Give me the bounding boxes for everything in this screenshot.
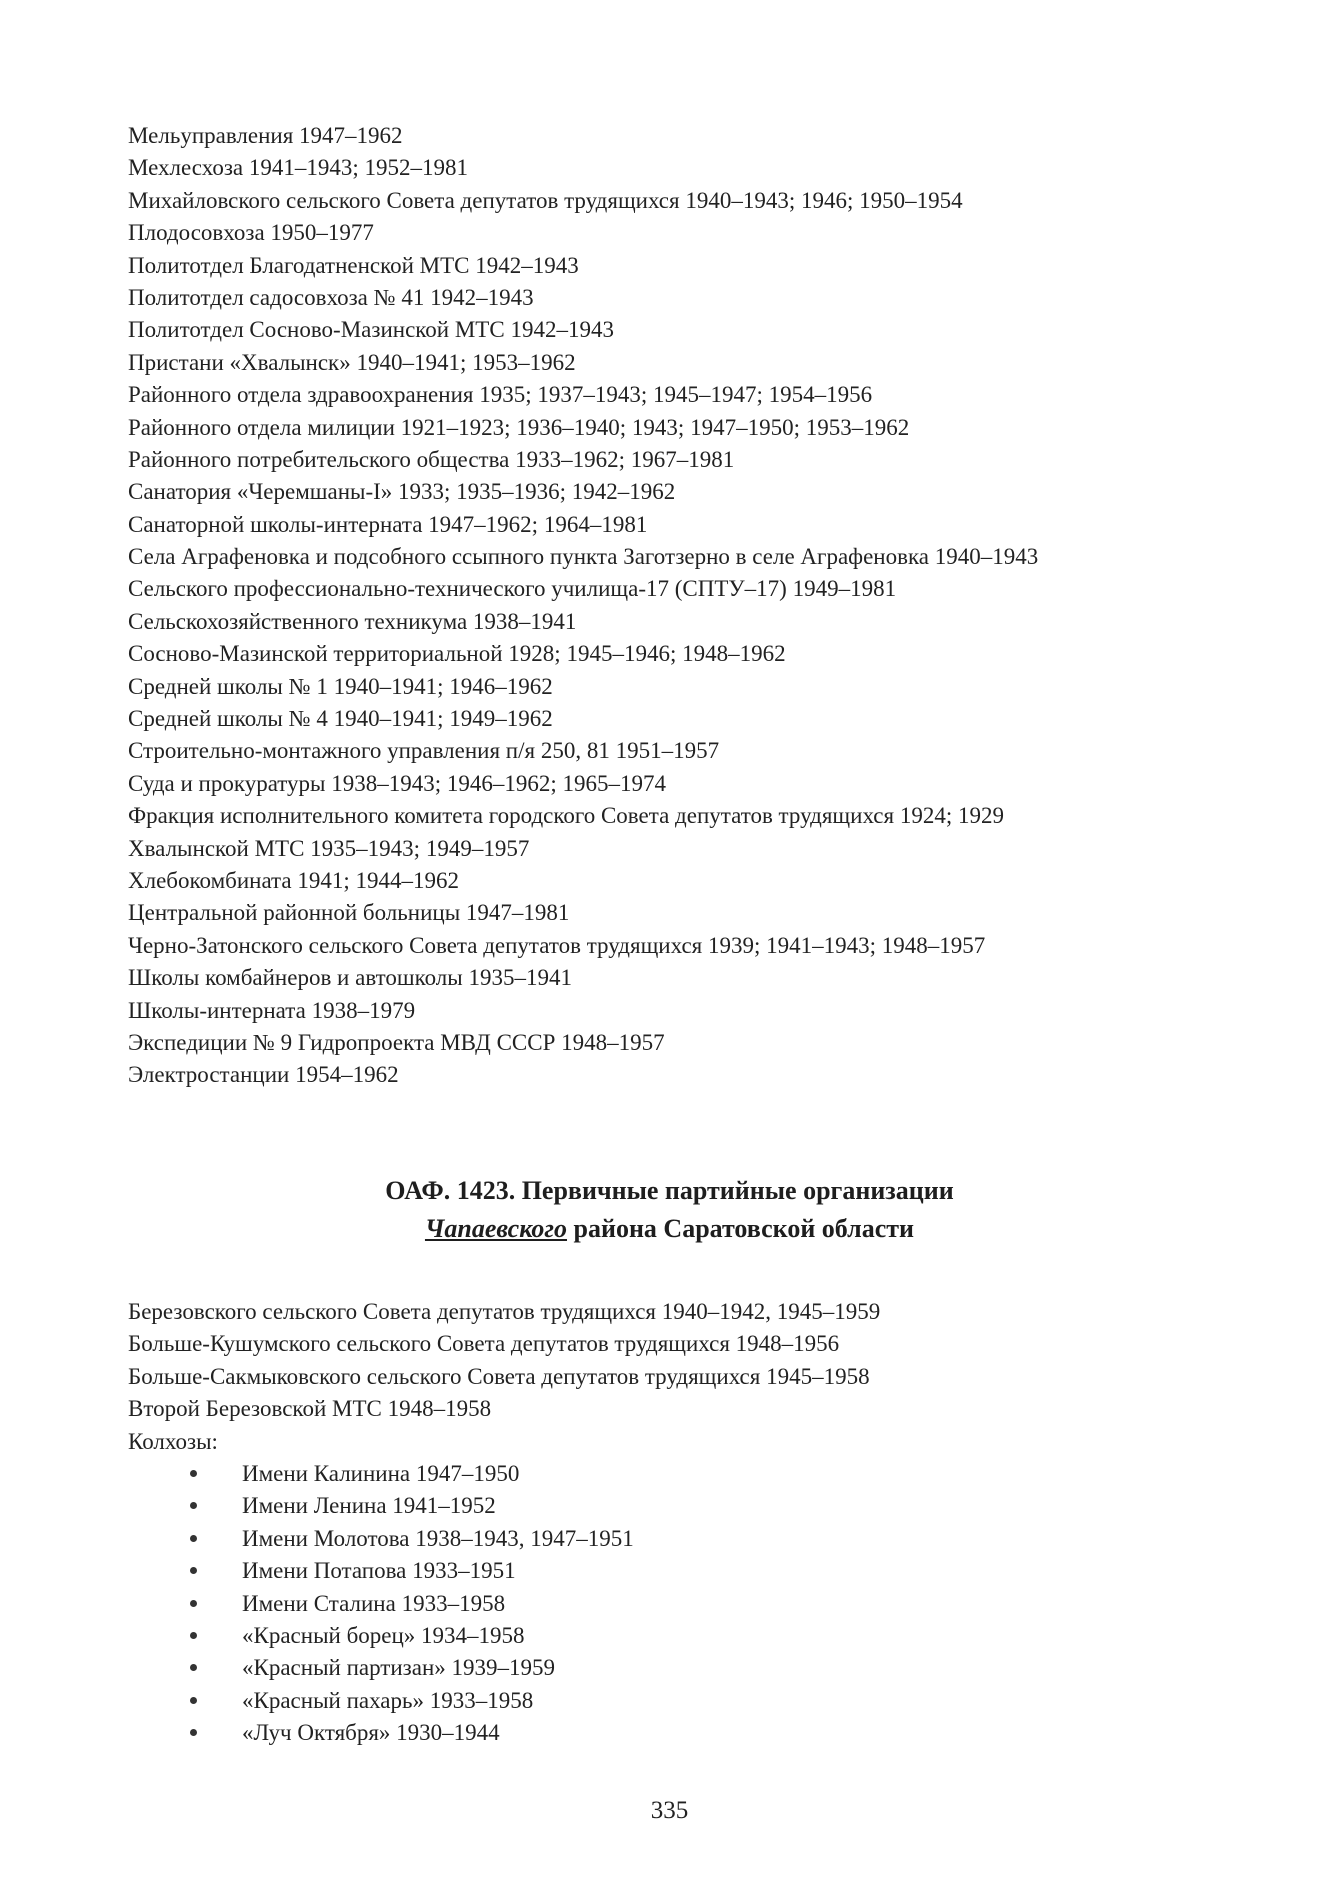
list-item: Районного отдела здравоохранения 1935; 1937–1943; 1945–1947; 1954–1956 xyxy=(128,382,873,408)
list-item: Мельуправления 1947–1962 xyxy=(128,123,403,148)
page-number: 335 xyxy=(650,1797,689,1824)
bullet-icon xyxy=(190,1502,197,1509)
list-item: Фракция исполнительного комитета городского Совета депутатов трудящихся 1924; 1929 xyxy=(128,803,1004,829)
kolkhozy-bullet-list xyxy=(190,1458,634,1750)
kolkhozy-label: Колхозы: xyxy=(128,1428,218,1454)
bullet-icon xyxy=(190,1697,197,1704)
bullet-text: Имени Ленина 1941–1952 xyxy=(242,1493,496,1519)
list-item: Центральной районной больницы 1947–1981 xyxy=(128,900,570,926)
list-item: Хлебокомбината 1941; 1944–1962 xyxy=(128,867,459,893)
list-item: Черно-Затонского сельского Совета депутатов трудящихся 1939; 1941–1943; 1948–1957 xyxy=(128,932,986,958)
list-item: Михайловского сельского Совета депутатов трудящихся 1940–1943; 1946; 1950–1954 xyxy=(128,187,963,213)
bullet-list-item xyxy=(190,1652,634,1684)
bullet-list-item xyxy=(190,1555,634,1587)
list-item: Политотдел Благодатненской МТС 1942–1943 xyxy=(128,252,579,278)
bullet-icon xyxy=(190,1567,197,1574)
list-item: Плодосовхоза 1950–1977 xyxy=(128,220,374,246)
list-item: Санаторной школы-интерната 1947–1962; 1964–1981 xyxy=(128,511,648,537)
bullet-text: «Красный борец» 1934–1958 xyxy=(242,1622,525,1648)
list-item: Санатория «Черемшаны-I» 1933; 1935–1936; 1942–1962 xyxy=(128,479,676,505)
list-item: Мехлесхоза 1941–1943; 1952–1981 xyxy=(128,155,469,181)
list-item: Хвалынской МТС 1935–1943; 1949–1957 xyxy=(128,835,530,861)
list-item: Строительно-монтажного управления п/я 250, 81 1951–1957 xyxy=(128,738,720,764)
bullet-icon xyxy=(190,1632,197,1639)
section-heading-line-2 xyxy=(0,1210,1339,1248)
bullet-list-item xyxy=(190,1458,634,1490)
bullet-list-item xyxy=(190,1685,634,1717)
list-item: Районного потребительского общества 1933–1962; 1967–1981 xyxy=(128,446,735,472)
bullet-icon xyxy=(190,1600,197,1607)
bullet-text: Имени Молотова 1938–1943, 1947–1951 xyxy=(242,1525,634,1551)
bullet-text: «Красный пахарь» 1933–1958 xyxy=(242,1687,534,1713)
section-heading-district: Чапаевского xyxy=(424,1214,568,1243)
list-item: Средней школы № 4 1940–1941; 1949–1962 xyxy=(128,706,553,732)
bullet-icon xyxy=(190,1729,197,1736)
list-item: Школы комбайнеров и автошколы 1935–1941 xyxy=(128,965,572,991)
bullet-text: Имени Сталина 1933–1958 xyxy=(242,1590,506,1616)
section-heading-line-2-rest: района Саратовской области xyxy=(567,1214,915,1243)
bullet-icon xyxy=(190,1470,197,1477)
bullet-icon xyxy=(190,1664,197,1671)
bullet-list-item xyxy=(190,1717,634,1749)
list-item: Сосново-Мазинской территориальной 1928; 1945–1946; 1948–1962 xyxy=(128,641,786,667)
bullet-list-item xyxy=(190,1588,634,1620)
bullet-list-item xyxy=(190,1490,634,1522)
list-item: Экспедиции № 9 Гидропроекта МВД СССР 1948–1957 xyxy=(128,1029,665,1055)
bullet-text: Имени Калинина 1947–1950 xyxy=(242,1461,520,1486)
section-heading-line-1: ОАФ. 1423. Первичные партийные организации xyxy=(385,1176,954,1205)
list-item: Суда и прокуратуры 1938–1943; 1946–1962; 1965–1974 xyxy=(128,770,667,796)
list-item: Политотдел садосовхоза № 41 1942–1943 xyxy=(128,284,534,310)
list-item: Сельского профессионально-технического училища-17 (СПТУ–17) 1949–1981 xyxy=(128,576,897,602)
list-item: Политотдел Сосново-Мазинской МТС 1942–1943 xyxy=(128,317,614,343)
bullet-list-item xyxy=(190,1523,634,1555)
list-item: Второй Березовской МТС 1948–1958 xyxy=(128,1396,492,1422)
list-item: Сельскохозяйственного техникума 1938–1941 xyxy=(128,608,577,634)
bullet-list-item xyxy=(190,1620,634,1652)
organization-list-bottom xyxy=(128,1296,880,1458)
bullet-text: «Луч Октября» 1930–1944 xyxy=(242,1720,500,1746)
list-item: Средней школы № 1 1940–1941; 1946–1962 xyxy=(128,673,553,699)
list-item: Электростанции 1954–1962 xyxy=(128,1062,399,1088)
bullet-text: «Красный партизан» 1939–1959 xyxy=(242,1655,556,1681)
list-item: Школы-интерната 1938–1979 xyxy=(128,997,416,1023)
section-heading xyxy=(0,1172,1339,1248)
list-item: Села Аграфеновка и подсобного ссыпного пункта Заготзерно в селе Аграфеновка 1940–1943 xyxy=(128,544,1039,570)
bullet-icon xyxy=(190,1535,197,1542)
list-item: Березовского сельского Совета депутатов трудящихся 1940–1942, 1945–1959 xyxy=(128,1299,881,1324)
bullet-text: Имени Потапова 1933–1951 xyxy=(242,1558,516,1584)
list-item: Районного отдела милиции 1921–1923; 1936–1940; 1943; 1947–1950; 1953–1962 xyxy=(128,414,910,440)
list-item: Больше-Сакмыковского сельского Совета депутатов трудящихся 1945–1958 xyxy=(128,1363,870,1389)
list-item: Пристани «Хвалынск» 1940–1941; 1953–1962 xyxy=(128,349,576,375)
list-item: Больше-Кушумского сельского Совета депутатов трудящихся 1948–1956 xyxy=(128,1331,840,1357)
organization-list-top xyxy=(128,120,1038,1092)
